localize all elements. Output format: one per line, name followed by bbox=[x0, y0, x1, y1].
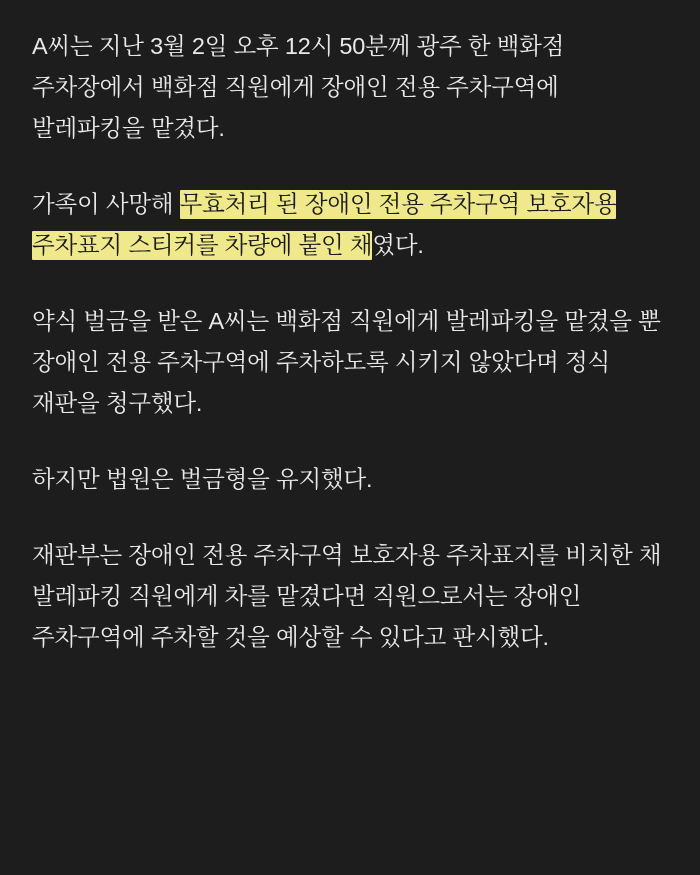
paragraph-2-lead-text: 가족이 사망해 bbox=[32, 191, 180, 217]
article-paragraph-5 bbox=[32, 535, 670, 658]
paragraph-2-highlighted-text: 무효처리 된 장애인 전용 주차구역 보호자용 주차표지 스티커를 차량에 붙인 채 bbox=[32, 191, 617, 258]
article-paragraph-4 bbox=[32, 459, 670, 500]
article-paragraph-3 bbox=[32, 301, 670, 424]
paragraph-3-text: 약식 벌금을 받은 A씨는 백화점 직원에게 발레파킹을 맡겼을 뿐 장애인 전용 주차구역에 주차하도록 시키지 않았다며 정식 재판을 청구했다. bbox=[32, 308, 661, 416]
paragraph-4-text: 하지만 법원은 벌금형을 유지했다. bbox=[32, 466, 373, 492]
article-paragraph-2 bbox=[32, 184, 670, 266]
paragraph-2-tail-text: 였다. bbox=[372, 232, 424, 258]
paragraph-5-text: 재판부는 장애인 전용 주차구역 보호자용 주차표지를 비치한 채 발레파킹 직원에게 차를 맡겼다면 직원으로서는 장애인 주차구역에 주차할 것을 예상할 수 있다고 판시했다. bbox=[32, 542, 662, 650]
paragraph-1-text: A씨는 지난 3월 2일 오후 12시 50분께 광주 한 백화점 주차장에서 백화점 직원에게 장애인 전용 주차구역에 발레파킹을 맡겼다. bbox=[32, 33, 565, 141]
article-paragraph-1 bbox=[32, 26, 670, 149]
